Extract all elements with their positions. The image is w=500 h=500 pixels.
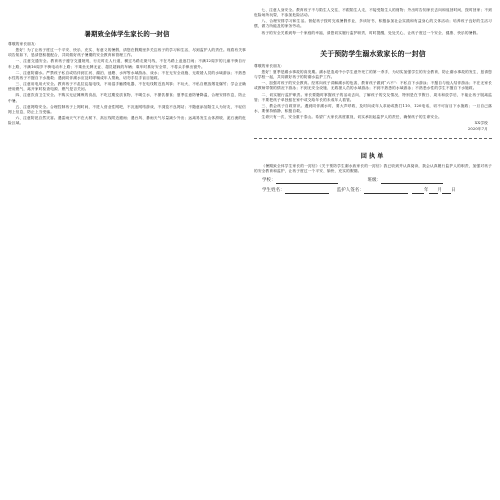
- parent-field: [337, 187, 408, 194]
- student-blank[interactable]: [285, 188, 329, 194]
- class-field: [368, 177, 444, 184]
- parent-blank[interactable]: [364, 188, 408, 194]
- student-field: [262, 187, 329, 194]
- letter1-paragraph: 七、注意人身安全。教育孩子不与陌生人交往，不跟陌生人走，不接受陌生人的财物；外出时告知家长去向和返回时间，按时回家；不到危险场所玩耍，不参加危险活动。: [254, 8, 492, 18]
- letter2-date: 2020年7月: [467, 126, 488, 131]
- cut-line: [254, 138, 492, 139]
- class-label: 班级：: [367, 177, 382, 183]
- letter1-paragraph: 四、注意饮食卫生安全。不购买无证摊贩的食品，不吃过期变质食物，不喝生水，不暴饮暴食；夏季注意防暑降温，合理安排作息，防止中暑。: [8, 93, 246, 103]
- letter1-paragraph: 一、注意交通安全。教育孩子遵守交通规则，行走时走人行道，横过马路走斑马线，不在马路上追逐打闹；不满12周岁的儿童不骑自行车上路，不满16周岁不骑电动车上路；不乘坐无牌无证、超员超载的车辆；乘车时系好安全带，不将头手伸出窗外。: [8, 59, 246, 69]
- school-label: 学校：: [262, 177, 276, 183]
- letter2-paragraph: 您好！夏季是溺水事故的高发期。溺水是造成中小学生意外死亡的第一杀手，为切实加强学生的安全教育，防止溺水事故的发生，恳请您与学校一起，共同做好孩子的防溺水监护工作。: [254, 69, 492, 80]
- letter2-paragraph: 生命只有一次，安全重于泰山。希望广大家长高度重视，切实承担起监护人的责任，确保孩子的生命安全。: [261, 115, 442, 120]
- letter1-title: 暑期致全体学生家长的一封信: [84, 30, 170, 38]
- letter2-paragraph: 三、教会孩子自救常识。遇到同伴溺水时，要大声呼救，及时向成年人求助或拨打110、120电话，切不可盲目下水施救；一旦自己落水，要保持镇静，积极自救。: [254, 103, 492, 114]
- day-label: 日: [451, 187, 456, 193]
- letter2-paragraph: 二、切实履行监护职责。家长要随时掌握孩子的活动去向，了解孩子的交友情况，特别是在节假日、周末和放学后，不能让孩子脱离监管；不要把孩子单独留在家中或交给年长的未成年人看管。: [254, 92, 492, 102]
- year-blank[interactable]: [412, 188, 424, 194]
- letter2-greeting: 尊敬的家长朋友：: [254, 63, 285, 68]
- letter1-paragraph: 孩子的安全关系到每一个家庭的幸福，请您切实履行监护职责，时时提醒，处处关心，让孩子度过一个安全、健康、快乐的暑假。: [261, 30, 481, 35]
- letter1-paragraph: 五、注意网络安全。合理控制孩子上网时间，不进入营业性网吧，不沉迷网络游戏，不浏览不良网站；不随意添加陌生人为好友，不轻信网上信息，防止上当受骗。: [8, 104, 246, 114]
- receipt-title: 回执单: [360, 152, 386, 160]
- letter1-paragraph: 八、合理安排学习和生活。督促孩子按时完成暑假作业，多读好书，积极参加社会实践和有益身心的文体活动；培养孩子良好的生活习惯，做力所能及的家务劳动。: [254, 19, 492, 29]
- year-label: 年: [423, 187, 429, 193]
- letter1-paragraph: 您好！为了让孩子度过一个平安、快乐、充实、有意义的暑假，请您在假期里多关注孩子的学习和生活，尽到监护人的责任。现将有关事项告知如下，恳请您积极配合，共同做好孩子暑期的安全教育和管理工作。: [8, 48, 246, 58]
- letter1-greeting: 尊敬的家长朋友：: [8, 42, 39, 46]
- letter1-paragraph: 二、注意防溺水。严禁孩子私自或结伴到江河、湖泊、池塘、水库等水域游泳、戏水；不在无安全设施、无救援人员的水域游泳；不熟悉水性的孩子不擅自下水施救；遇到同伴溺水应及时呼喊成年人帮助，切勿手拉手盲目施救。: [8, 70, 246, 80]
- parent-label: 监护人签名：: [336, 187, 364, 193]
- receipt-row-school: [254, 177, 492, 184]
- left-column: [8, 8, 246, 492]
- school-field: [262, 177, 338, 184]
- month-label: 月: [437, 187, 443, 193]
- letter1-paragraph: 三、注意用电用火安全。教育孩子不乱拉乱接电线，不用湿手触摸电器，不在电线附近放风筝；不玩火，不私自燃放烟花爆竹；学会正确使用燃气，离开家时检查电源、燃气是否关闭。: [8, 82, 246, 92]
- receipt-row-names: [254, 187, 492, 194]
- class-blank[interactable]: [381, 178, 443, 184]
- letter2-signature: XX学校: [474, 121, 488, 126]
- student-label: 学生姓名：: [262, 187, 285, 193]
- school-blank[interactable]: [276, 178, 338, 184]
- letter1-paragraph: 六、注意防范自然灾害。遇雷雨天气不在大树下、高压线附近避雨；遇台风、暴雨天气尽量减少外出；远离易发生山体滑坡、泥石流的危险区域。: [8, 116, 246, 126]
- letter2-paragraph: 一、加强对孩子的安全教育。经常向孩子讲解溺水的危害，教育孩子做到“六不”：不私自下水游泳；不擅自与他人结伴游泳；不在无家长或教师带领的情况下游泳；不到无安全设施、无救援人员的水域游泳；不到不熟悉的水域游泳；不熟悉水性的学生不擅自下水施救。: [254, 81, 492, 91]
- right-column: [254, 8, 492, 492]
- receipt-text: 《暑期致全体学生家长的一封信》《关于预防学生溺水致家长的一封信》我已收到并认真阅读，我会认真履行监护人的职责，加强对孩子的安全教育和监护，让孩子度过一个平安、愉快、充实的假期。: [254, 163, 492, 173]
- day-blank[interactable]: [442, 188, 451, 194]
- month-blank[interactable]: [429, 188, 438, 194]
- receipt-section: [254, 153, 492, 194]
- letter2-title: 关于预防学生溺水致家长的一封信: [320, 49, 426, 58]
- date-field: [412, 187, 456, 194]
